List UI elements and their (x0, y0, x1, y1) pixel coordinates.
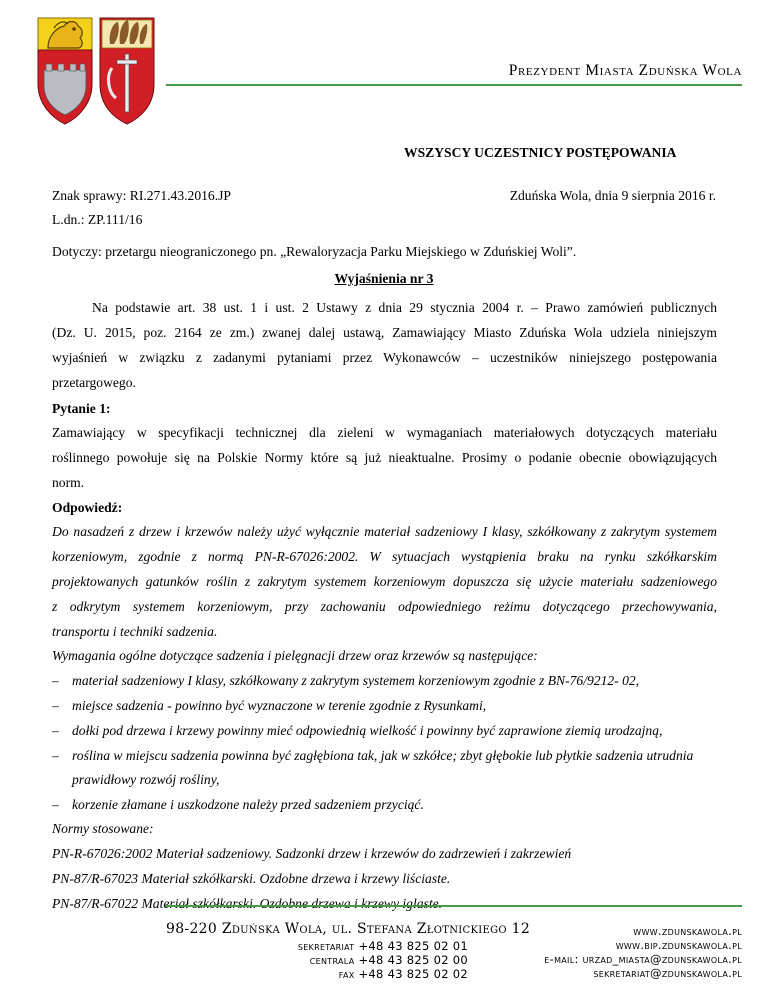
recipient: WSZYSCY UCZESTNICY POSTĘPOWANIA (404, 145, 677, 160)
question-heading: Pytanie 1: (52, 401, 111, 416)
question-line: Zamawiający w specyfikacji technicznej dla zieleni w wymaganiach materiałowych dotyczących materiału (52, 425, 717, 440)
header-divider (166, 84, 742, 86)
question-line: roślinnego powołuje się na Polskie Normy które są już nieaktualne. Prosimy o podanie obecnie obowiązujących (52, 450, 717, 465)
answer-line: z odkrytym systemem korzeniowym, przy zachowaniu odpowiedniego reżimu dotyczącego przechowywania, (52, 599, 717, 614)
ldn-number: L.dn.: ZP.111/16 (52, 212, 143, 227)
footer-website[interactable]: www.zdunskawola.pl (633, 924, 742, 938)
intro-line: Na podstawie art. 38 ust. 1 i ust. 2 Ustawy z dnia 29 stycznia 2004 r. – Prawo zamówień publicznych (92, 300, 717, 315)
answer-line: projektowanych gatunków roślin z zakrytym systemem korzeniowym dopuszcza się użycie materiału sadzeniowego (52, 574, 717, 589)
footer-secretariat-email[interactable]: sekretariat@zdunskawola.pl (593, 966, 742, 980)
answer-heading: Odpowiedź: (52, 500, 123, 515)
requirement-item: – miejsce sadzenia - powinno być wyznaczone w terenie zgodnie z Rysunkami, (52, 698, 487, 713)
footer-phone: fax +48 43 825 02 02 (338, 967, 468, 981)
question-line: norm. (52, 475, 85, 490)
lion-shield-icon (38, 18, 92, 50)
footer-bip-website[interactable]: www.bip.zdunskawola.pl (615, 938, 742, 952)
footer-phone: sekretariat +48 43 825 02 01 (297, 939, 468, 953)
requirements-intro: Wymagania ogólne dotyczące sadzenia i pielęgnacji drzew oraz krzewów są następujące: (52, 648, 538, 663)
sword-shield-icon (100, 18, 154, 124)
footer-address: 98-220 Zduńska Wola, ul. Stefana Złotnickiego 12 (166, 921, 531, 937)
city-coat-of-arms-logos (34, 14, 158, 132)
subject: Dotyczy: przetargu nieograniczonego pn. „Rewaloryzacja Parku Miejskiego w Zduńskiej Woli”. (52, 244, 577, 259)
requirement-item-continued: prawidłowy rozwój rośliny, (72, 772, 220, 787)
footer-divider (165, 905, 742, 907)
norms-heading: Normy stosowane: (52, 821, 154, 836)
requirement-item: – dołki pod drzewa i krzewy powinny mieć odpowiednią wielkość i powinny być zaprawione ziemią urodzajną, (52, 723, 663, 738)
footer-email[interactable]: e-mail: urzad_miasta@zdunskawola.pl (544, 952, 742, 966)
place-date: Zduńska Wola, dnia 9 sierpnia 2016 r. (509, 188, 716, 203)
norm-item: PN-87/R-67023 Materiał szkółkarski. Ozdobne drzewa i krzewy liściaste. (52, 871, 451, 886)
norm-item: PN-87/R-67022 Materiał szkółkarski. Ozdobne drzewa i krzewy iglaste. (52, 896, 443, 911)
requirement-item: – korzenie złamane i uszkodzone należy przed sadzeniem przyciąć. (52, 797, 424, 812)
requirement-item: – roślina w miejscu sadzenia powinna być zagłębiona tak, jak w szkółce; zbyt głębokie lub płytkie sadzenia utrudnia (52, 748, 694, 763)
intro-line: (Dz. U. 2015, poz. 2164 ze zm.) zwanej dalej ustawą, Zamawiający Miasto Zduńska Wola udziela niniejszym (52, 325, 717, 340)
footer-phone: centrala +48 43 825 02 00 (309, 953, 468, 967)
tower-shield-icon (38, 50, 92, 124)
intro-line: przetargowego. (52, 375, 136, 390)
intro-line: wyjaśnień w związku z zadanymi pytaniami przez Wykonawców – uczestników niniejszego postępowania (52, 350, 717, 365)
answer-line: korzeniowym, zgodnie z normą PN-R-67026:2002. W sytuacjach wystąpienia braku na rynku szkółkarskim (52, 549, 717, 564)
requirement-item: – materiał sadzeniowy I klasy, szkółkowany z zakrytym systemem korzeniowym zgodnie z BN-76/9212- 02, (52, 673, 640, 688)
case-number: Znak sprawy: RI.271.43.2016.JP (52, 188, 231, 203)
answer-line: Do nasadzeń z drzew i krzewów należy użyć wyłącznie materiał sadzeniowy I klasy, szkółkowany z zakrytym systemem (52, 524, 717, 539)
header-title: Prezydent Miasta Zduńska Wola (508, 62, 742, 79)
norm-item: PN-R-67026:2002 Materiał sadzeniowy. Sadzonki drzew i krzewów do zadrzewień i zakrzewień (52, 846, 572, 861)
answer-line: transportu i techniki sadzenia. (52, 624, 218, 639)
document-title: Wyjaśnienia nr 3 (334, 271, 434, 286)
